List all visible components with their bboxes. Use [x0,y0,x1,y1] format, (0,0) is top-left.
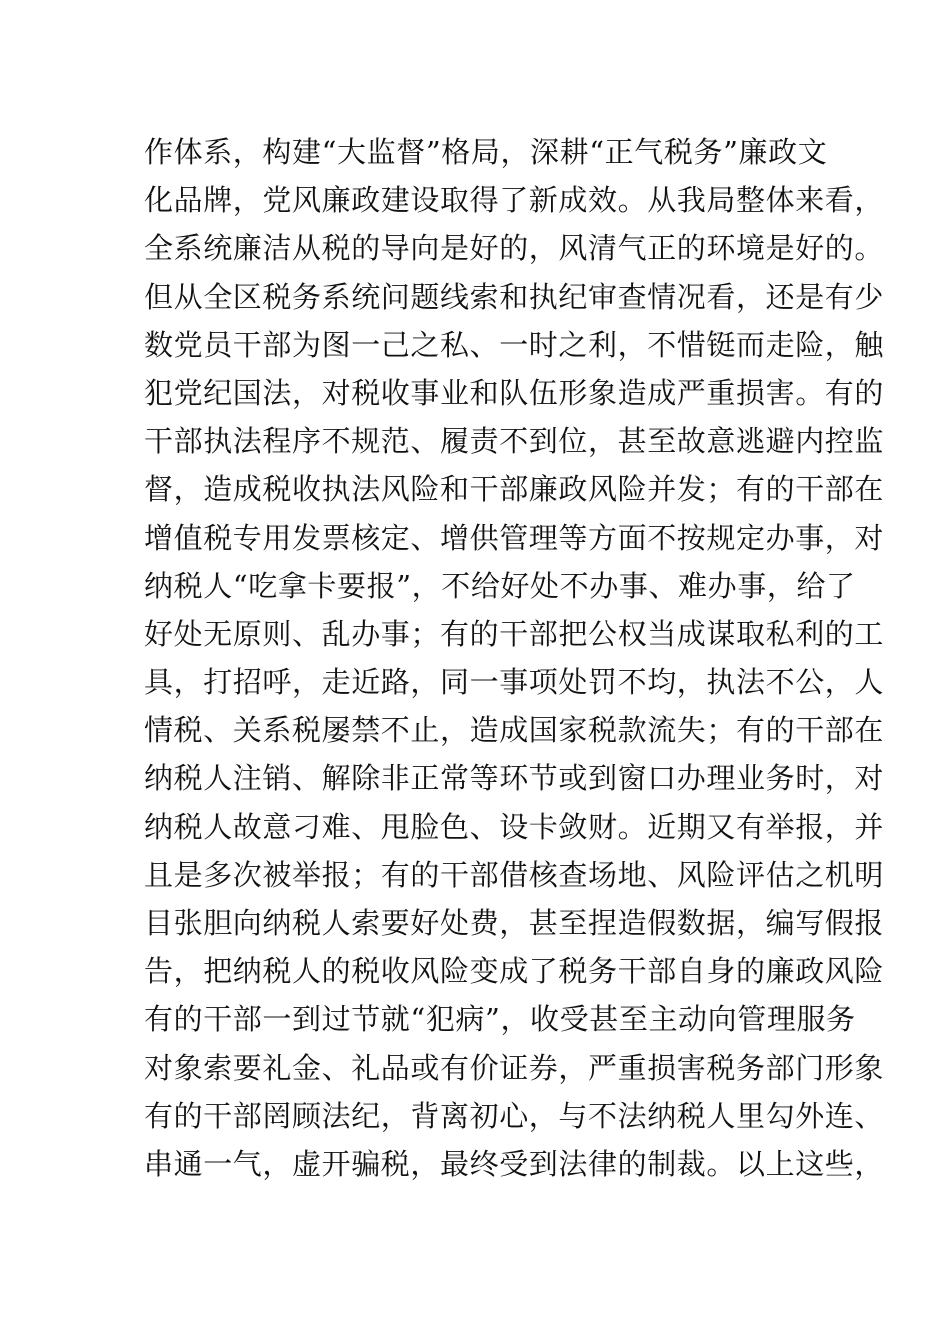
text-line: 且是多次被举报；有的干部借核查场地、风险评估之机明 [144,857,885,892]
text-line: 目张胆向纳税人索要好处费，甚至捏造假数据，编写假报 [144,906,885,940]
text-line: 作体系，构建“大监督”格局，深耕“正气税务”廉政文 [144,135,828,169]
text-line: 对象索要礼金、礼品或有价证券，严重损害税务部门形象 [144,1050,885,1085]
body-text [144,128,885,1188]
text-line: 具，打招呼，走近路，同一事项处罚不均，执法不公，人 [144,665,885,700]
text-line: 串通一气，虚开骗税，最终受到法律的制裁。以上这些， [144,1146,885,1181]
text-line: 督，造成税收执法风险和干部廉政风险并发；有的干部在 [144,472,885,507]
text-line: 但从全区税务系统问题线索和执纪审查情况看，还是有少 [144,279,885,314]
text-line: 情税、关系税屡禁不止，造成国家税款流失；有的干部在 [144,713,885,748]
text-line: 增值税专用发票核定、增供管理等方面不按规定办事，对 [144,520,885,555]
text-line: 干部执法程序不规范、履责不到位，甚至故意逃避内控监 [144,424,885,459]
text-line: 告，把纳税人的税收风险变成了税务干部自身的廉政风险 [144,954,885,989]
text-line: 纳税人“吃拿卡要报”，不给好处不办事、难办事，给了 [144,568,856,603]
text-line: 纳税人注销、解除非正常等环节或到窗口办理业务时，对 [144,761,885,796]
text-line: 全系统廉洁从税的导向是好的，风清气正的环境是好的。 [144,231,885,266]
text-line: 化品牌，党风廉政建设取得了新成效。从我局整体来看， [144,183,885,218]
text-line: 好处无原则、乱办事；有的干部把公权当成谋取私利的工 [144,616,885,651]
text-line: 犯党纪国法，对税收事业和队伍形象造成严重损害。有的 [144,375,885,410]
text-line: 数党员干部为图一己之私、一时之利，不惜铤而走险，触 [144,327,885,362]
text-line: 纳税人故意刁难、甩脸色、设卡敛财。近期又有举报，并 [144,809,885,844]
text-line: 有的干部一到过节就“犯病”，收受甚至主动向管理服务 [144,1002,856,1037]
text-line: 有的干部罔顾法纪，背离初心，与不法纳税人里勾外连、 [144,1098,885,1133]
